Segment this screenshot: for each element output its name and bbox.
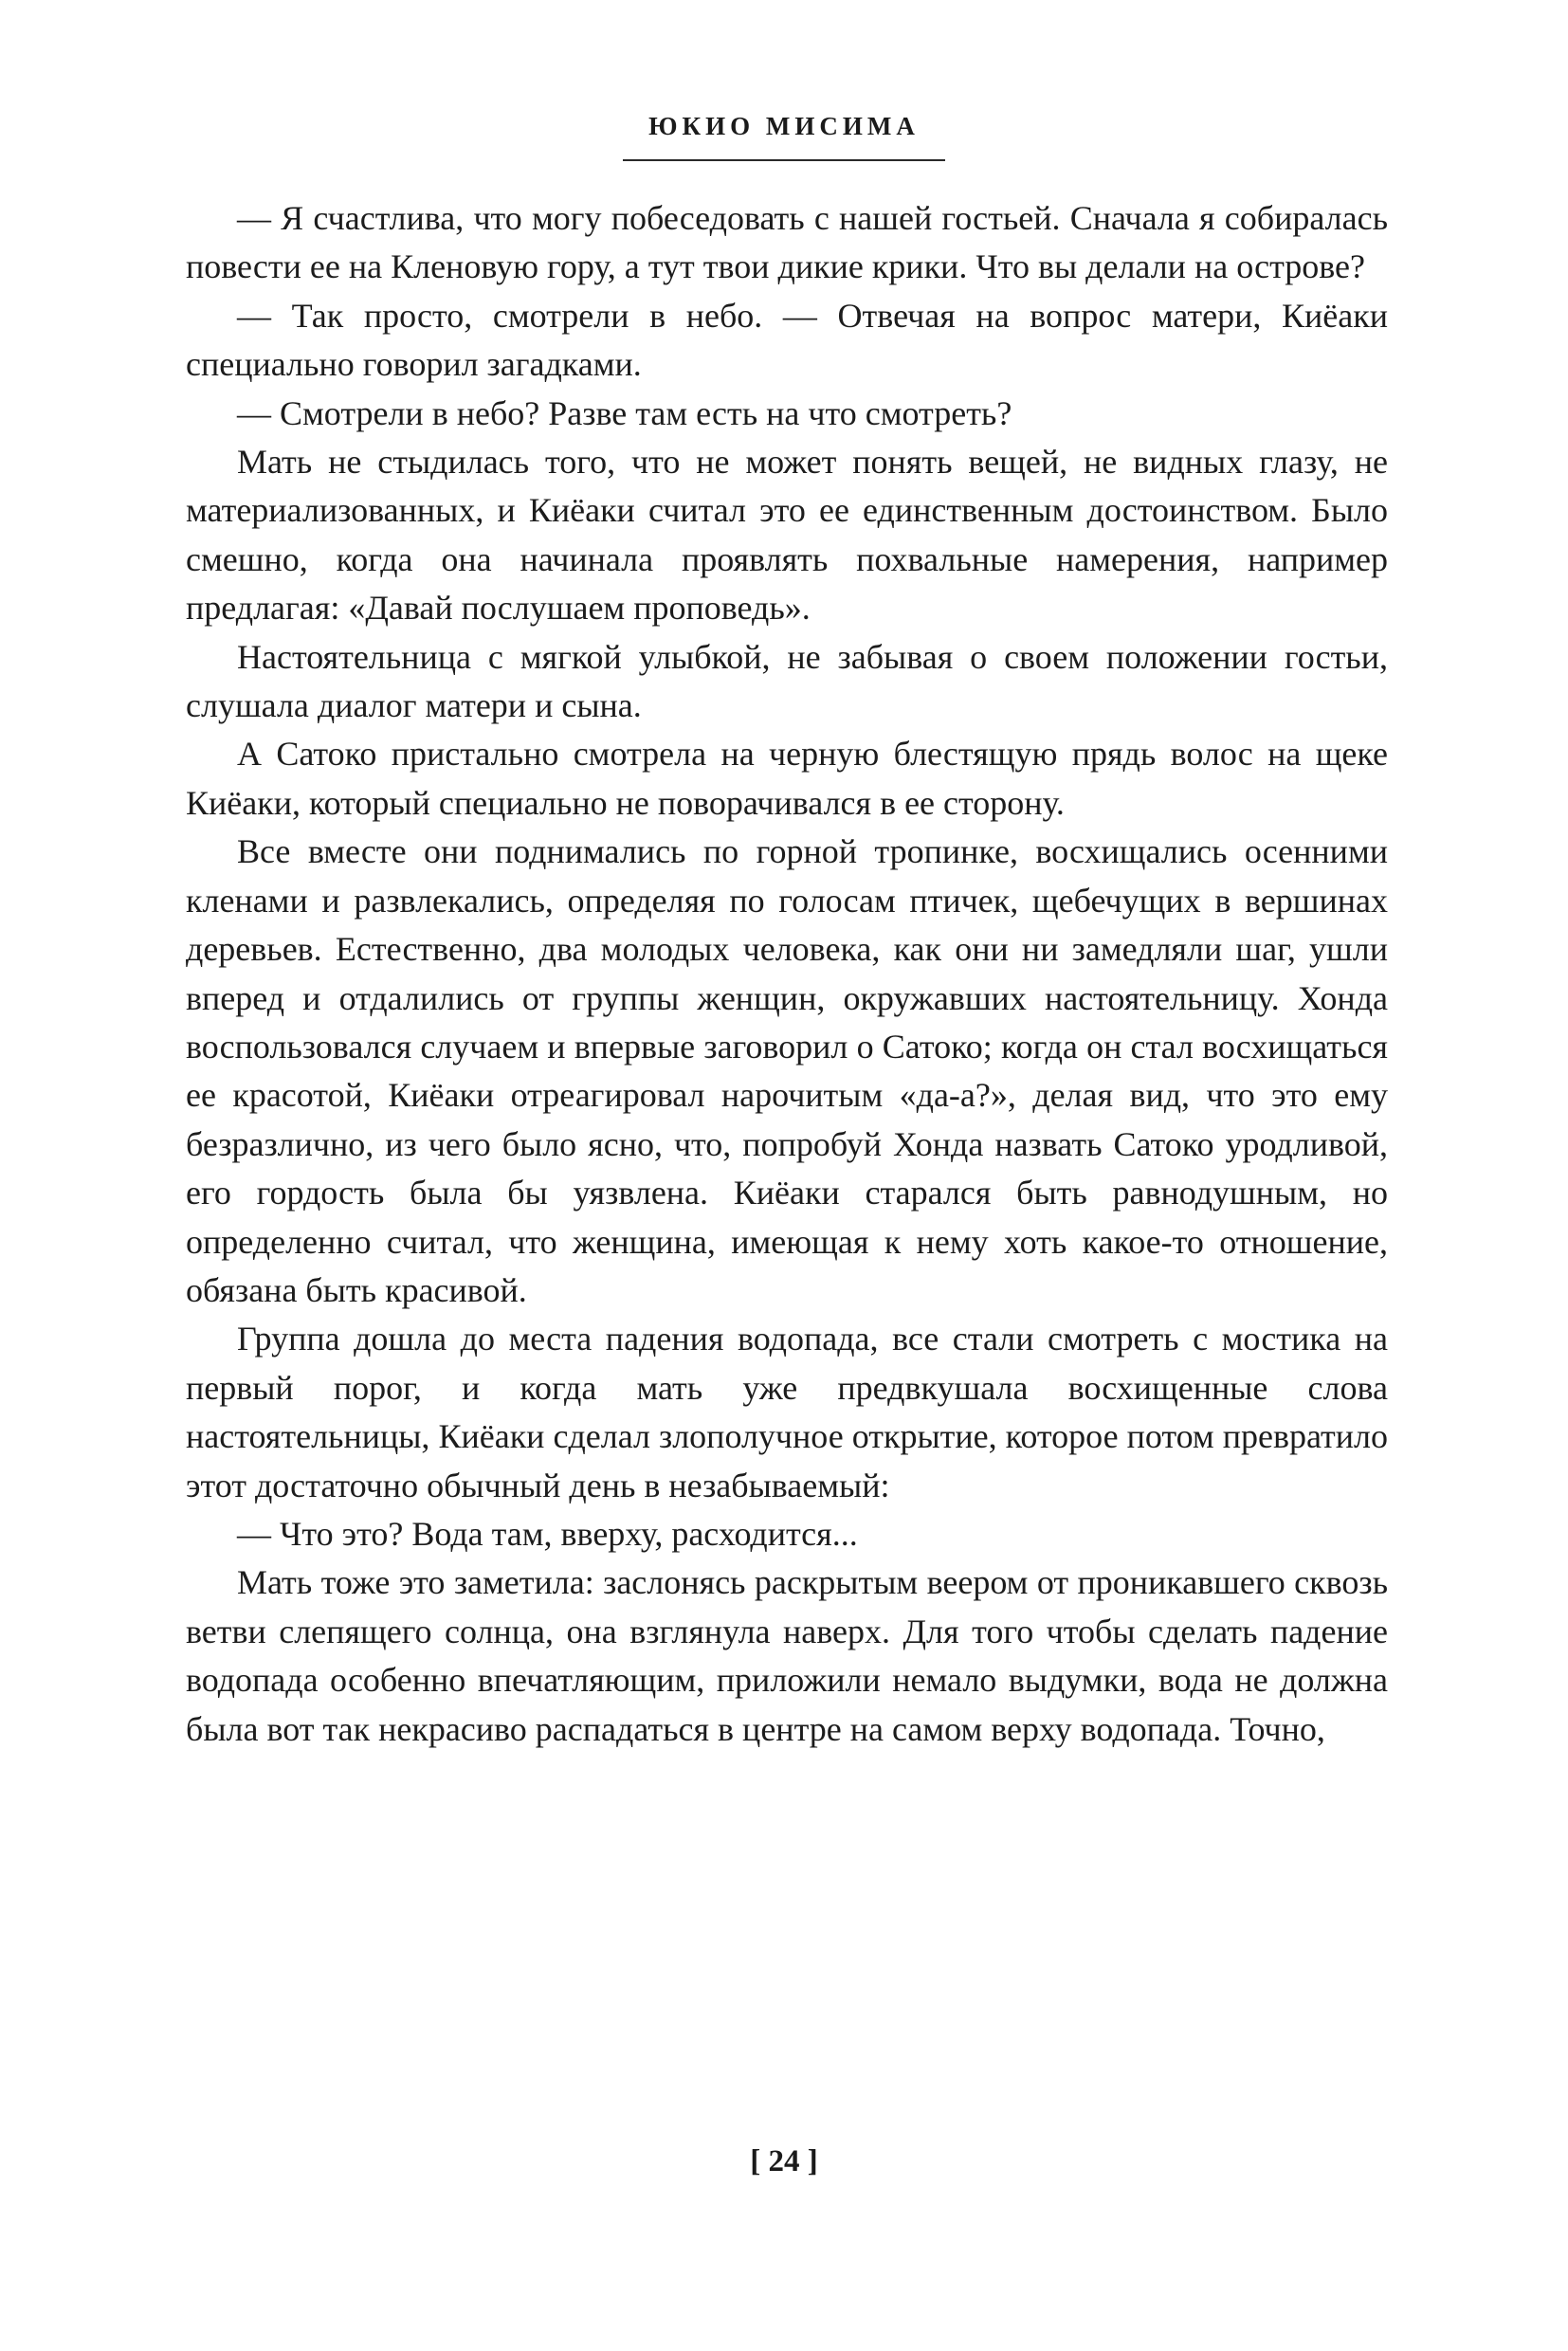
paragraph: Мать не стыдилась того, что не может понять вещей, не видных глазу, не материализованных, и Киёаки считал это ее единственным достоинством. Было смешно, когда она начинала проявлять похвальные намерения, например предлагая: «Давай послушаем проповедь». (186, 443, 1388, 628)
paragraph: Мать тоже это заметила: заслонясь раскрытым веером от проникавшего сквозь ветви слепящего солнца, она взглянула наверх. Для того чтобы сделать падение водопада особенно впечатляющим, приложили немало выдумки, вода не должна была вот так некрасиво распадаться в центре на самом верху водопада. Точно, (186, 1563, 1388, 1748)
paragraph: — Я счастлива, что могу побеседовать с нашей гостьей. Сначала я собиралась повести ее на Кленовую гору, а тут твои дикие крики. Что вы делали на острове? (186, 199, 1388, 286)
paragraph: — Так просто, смотрели в небо. — Отвечая на вопрос матери, Киёаки специально говорил загадками. (186, 296, 1388, 384)
paragraph: А Сатоко пристально смотрела на черную блестящую прядь волос на щеке Киёаки, который специально не поворачивался в ее сторону. (186, 735, 1388, 822)
paragraph: Настоятельница с мягкой улыбкой, не забывая о своем положении гостьи, слушала диалог матери и сына. (186, 637, 1388, 725)
body-text (186, 194, 1388, 1754)
paragraph: — Что это? Вода там, вверху, расходится... (237, 1514, 858, 1553)
paragraph: Группа дошла до места падения водопада, все стали смотреть с мостика на первый порог, и когда мать уже предвкушала восхищенные слова настоятельницы, Киёаки сделал злополучное открытие, которое потом превратило этот достаточно обычный день в незабываемый: (186, 1320, 1388, 1504)
running-head: ЮКИО МИСИМА (648, 112, 920, 140)
paragraph: — Смотрели в небо? Разве там есть на что смотреть? (237, 393, 1012, 432)
running-head-rule (623, 159, 945, 161)
paragraph: Все вместе они поднимались по горной тропинке, восхищались осенними кленами и развлекались, определяя по голосам птичек, щебечущих в вершинах деревьев. Естественно, два молодых человека, как они ни замедляли шаг, ушли вперед и отдалились от группы женщин, окружавших настоятельницу. Хонда воспользовался случаем и впервые заговорил о Сатоко; когда он стал восхищаться ее красотой, Киёаки отреагировал нарочитым «да-а?», делая вид, что это ему безразлично, из чего было ясно, что, попробуй Хонда назвать Сатоко уродливой, его гордость была бы уязвлена. Киёаки старался быть равнодушным, но определенно считал, что женщина, имеющая к нему хоть какое-то отношение, обязана быть красивой. (186, 832, 1388, 1309)
page-number: [ 24 ] (750, 2144, 818, 2178)
